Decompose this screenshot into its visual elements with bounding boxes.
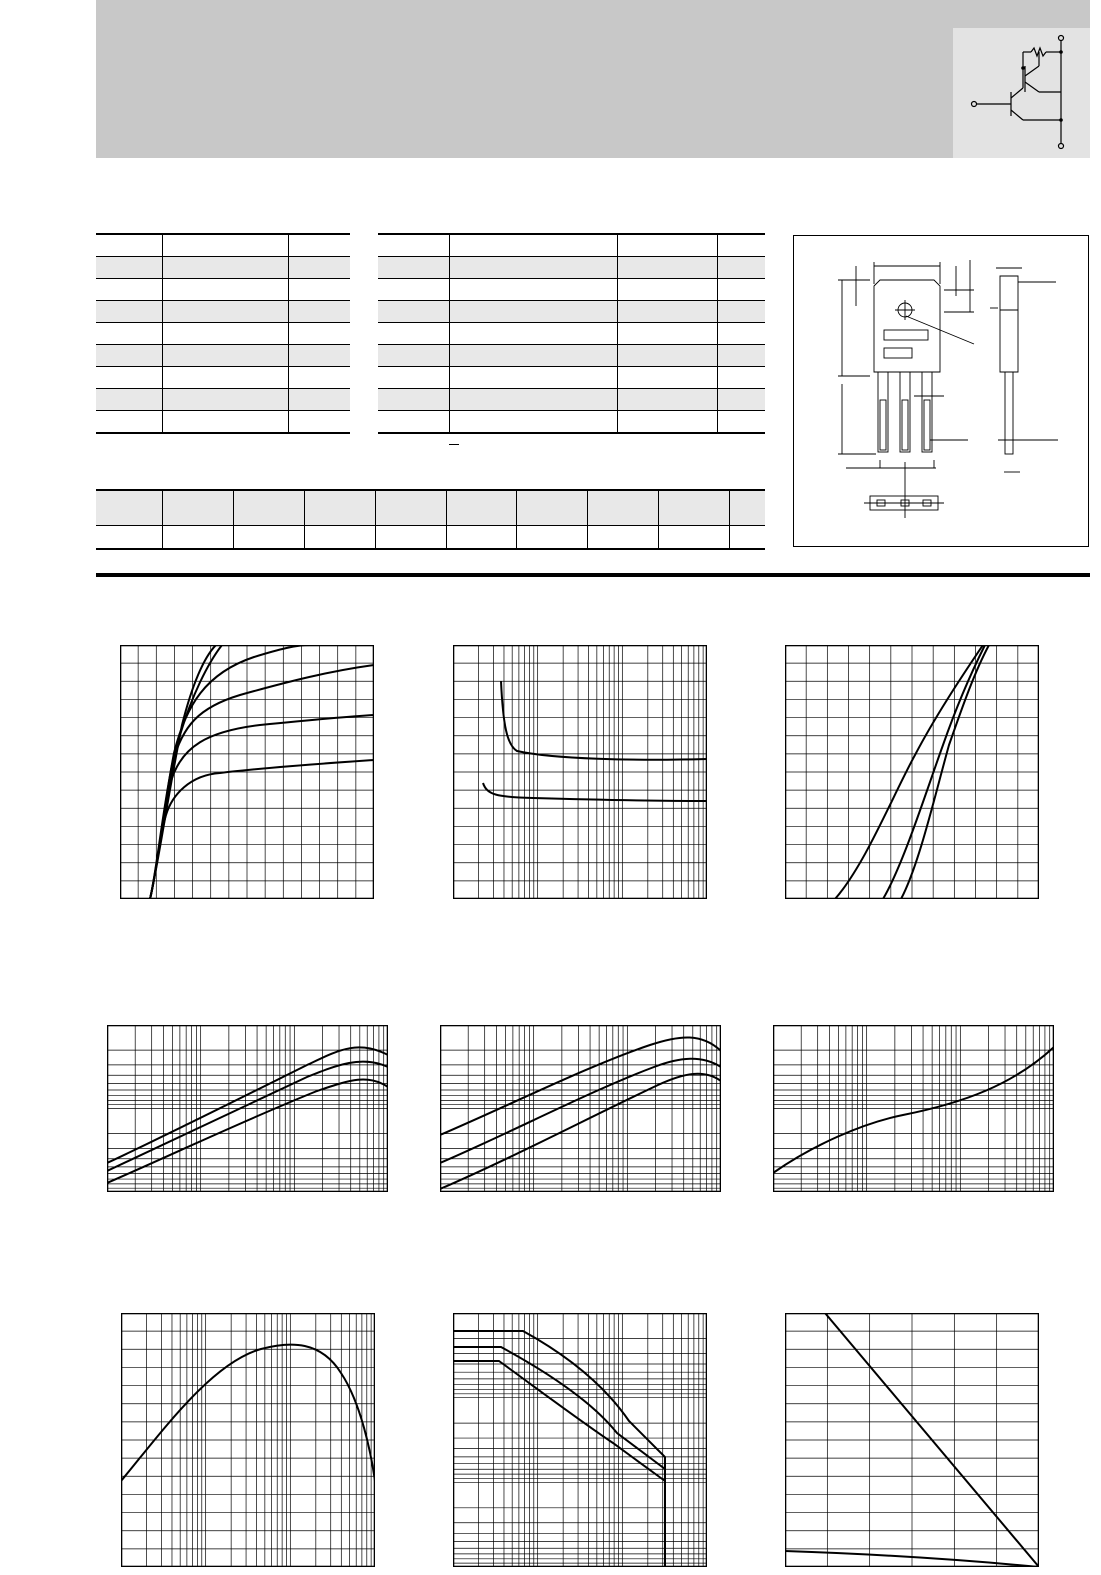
chart-grid: [773, 1025, 1054, 1192]
chart-2-3: [773, 1025, 1054, 1192]
chart-grid: [785, 645, 1039, 899]
to3p-package-outline-icon: [794, 236, 1088, 546]
chart-1-2-plot: [453, 645, 707, 899]
series-curve-c3: [150, 665, 374, 899]
darlington-transistor-schematic-icon: [953, 28, 1090, 158]
package-outline-box: [793, 235, 1089, 547]
chart-1-1-plot: [120, 645, 374, 899]
chart-grid: [453, 645, 707, 899]
chart-1-1: [120, 645, 374, 899]
chart-grid: [440, 1025, 721, 1192]
ratings-table: [96, 233, 350, 434]
series-curve-c2: [440, 1059, 721, 1163]
chart-2-2-plot: [440, 1025, 721, 1192]
chart-grid: [121, 1313, 375, 1567]
chart-frame: [454, 1314, 707, 1567]
series-curve-c2: [453, 1347, 665, 1469]
series-curve-c1: [453, 1331, 665, 1567]
circuit-symbol-box: [953, 28, 1090, 158]
series-curve-c1: [773, 1047, 1054, 1173]
series-curve-c1: [440, 1037, 721, 1135]
header-band: [96, 0, 1090, 158]
chart-3-1-plot: [121, 1313, 375, 1567]
series-curve-c1: [150, 760, 374, 899]
chart-grid: [453, 1313, 707, 1567]
series-curve-c3: [440, 1074, 721, 1189]
hfe-rank-table: [96, 489, 765, 550]
chart-3-1: [121, 1313, 375, 1567]
chart-2-2: [440, 1025, 721, 1192]
chart-grid: [785, 1313, 1039, 1567]
series-curve-c1: [501, 681, 707, 760]
chart-1-3-plot: [785, 645, 1039, 899]
series-curve-c1: [121, 1345, 375, 1481]
chart-2-1-plot: [107, 1025, 388, 1192]
chart-1-2: [453, 645, 707, 899]
chart-1-3: [785, 645, 1039, 899]
chart-3-3-plot: [785, 1313, 1039, 1567]
chart-3-2-plot: [453, 1313, 707, 1567]
series-curve-c2: [107, 1062, 388, 1171]
chart-2-1: [107, 1025, 388, 1192]
series-curve-c2: [150, 715, 374, 899]
pulse-footnote-mark: [449, 444, 459, 445]
chart-2-3-plot: [773, 1025, 1054, 1192]
section-divider-rule: [96, 573, 1090, 577]
electrical-characteristics-table: [378, 233, 765, 434]
chart-3-3: [785, 1313, 1039, 1567]
chart-3-2: [453, 1313, 707, 1567]
